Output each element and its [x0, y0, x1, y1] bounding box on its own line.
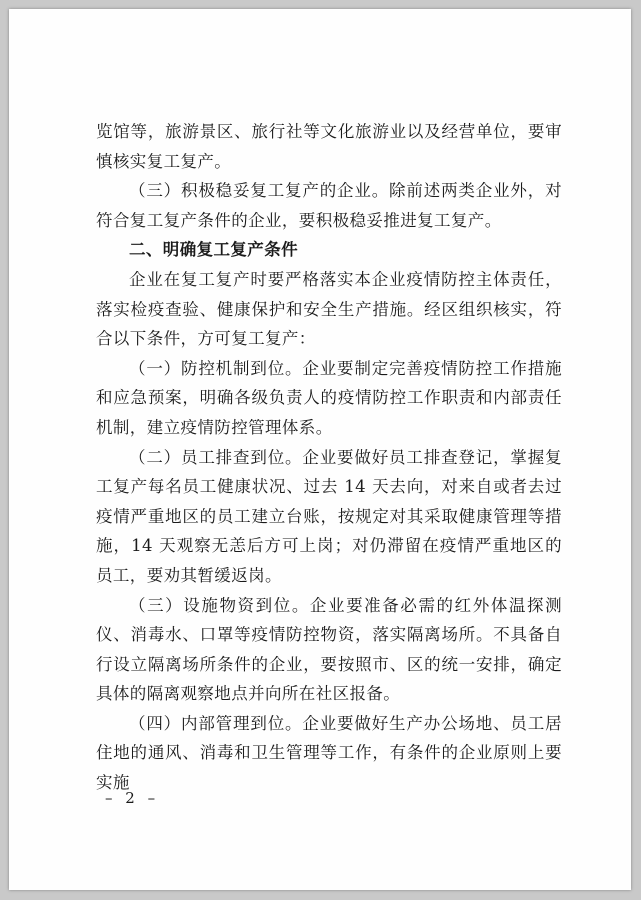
paragraph-intro: 企业在复工复产时要严格落实本企业疫情防控主体责任，落实检疫查验、健康保护和安全生产措施。经区组织核实，符合以下条件，方可复工复产：	[96, 269, 562, 349]
paragraph-continuation: 览馆等，旅游景区、旅行社等文化旅游业以及经营单位，要审慎核实复工复产。	[96, 122, 562, 171]
paragraph-condition-4: （四）内部管理到位。企业要做好生产办公场地、员工居住地的通风、消毒和卫生管理等工作，有条件的企业原则上要实施	[96, 713, 562, 793]
paragraph-condition-2: （二）员工排查到位。企业要做好员工排查登记，掌握复工复产每名员工健康状况、过去 14 天去向，对来自或者去过疫情严重地区的员工建立台账，按规定对其采取健康管理等措施，14 天观察无恙后方可上岗；对仍滞留在疫情严重地区的员工，要劝其暂缓返岗。	[96, 447, 562, 585]
paragraph-condition-1: （一）防控机制到位。企业要制定完善疫情防控工作措施和应急预案，明确各级负责人的疫情防控工作职责和内部责任机制，建立疫情防控管理体系。	[96, 358, 562, 437]
paragraph-section-3: （三）积极稳妥复工复产的企业。除前述两类企业外，对符合复工复产条件的企业，要积极稳妥推进复工复产。	[96, 181, 562, 230]
paragraph-condition-3: （三）设施物资到位。企业要准备必需的红外体温探测仪、消毒水、口罩等疫情防控物资，落实隔离场所。不具备自行设立隔离场所条件的企业，要按照市、区的统一安排，确定具体的隔离观察地点并向所在社区报备。	[96, 595, 562, 704]
section-heading: 二、明确复工复产条件	[129, 240, 298, 260]
document-body	[96, 117, 562, 798]
page-number: – 2 –	[105, 789, 160, 807]
document-page	[9, 9, 631, 890]
